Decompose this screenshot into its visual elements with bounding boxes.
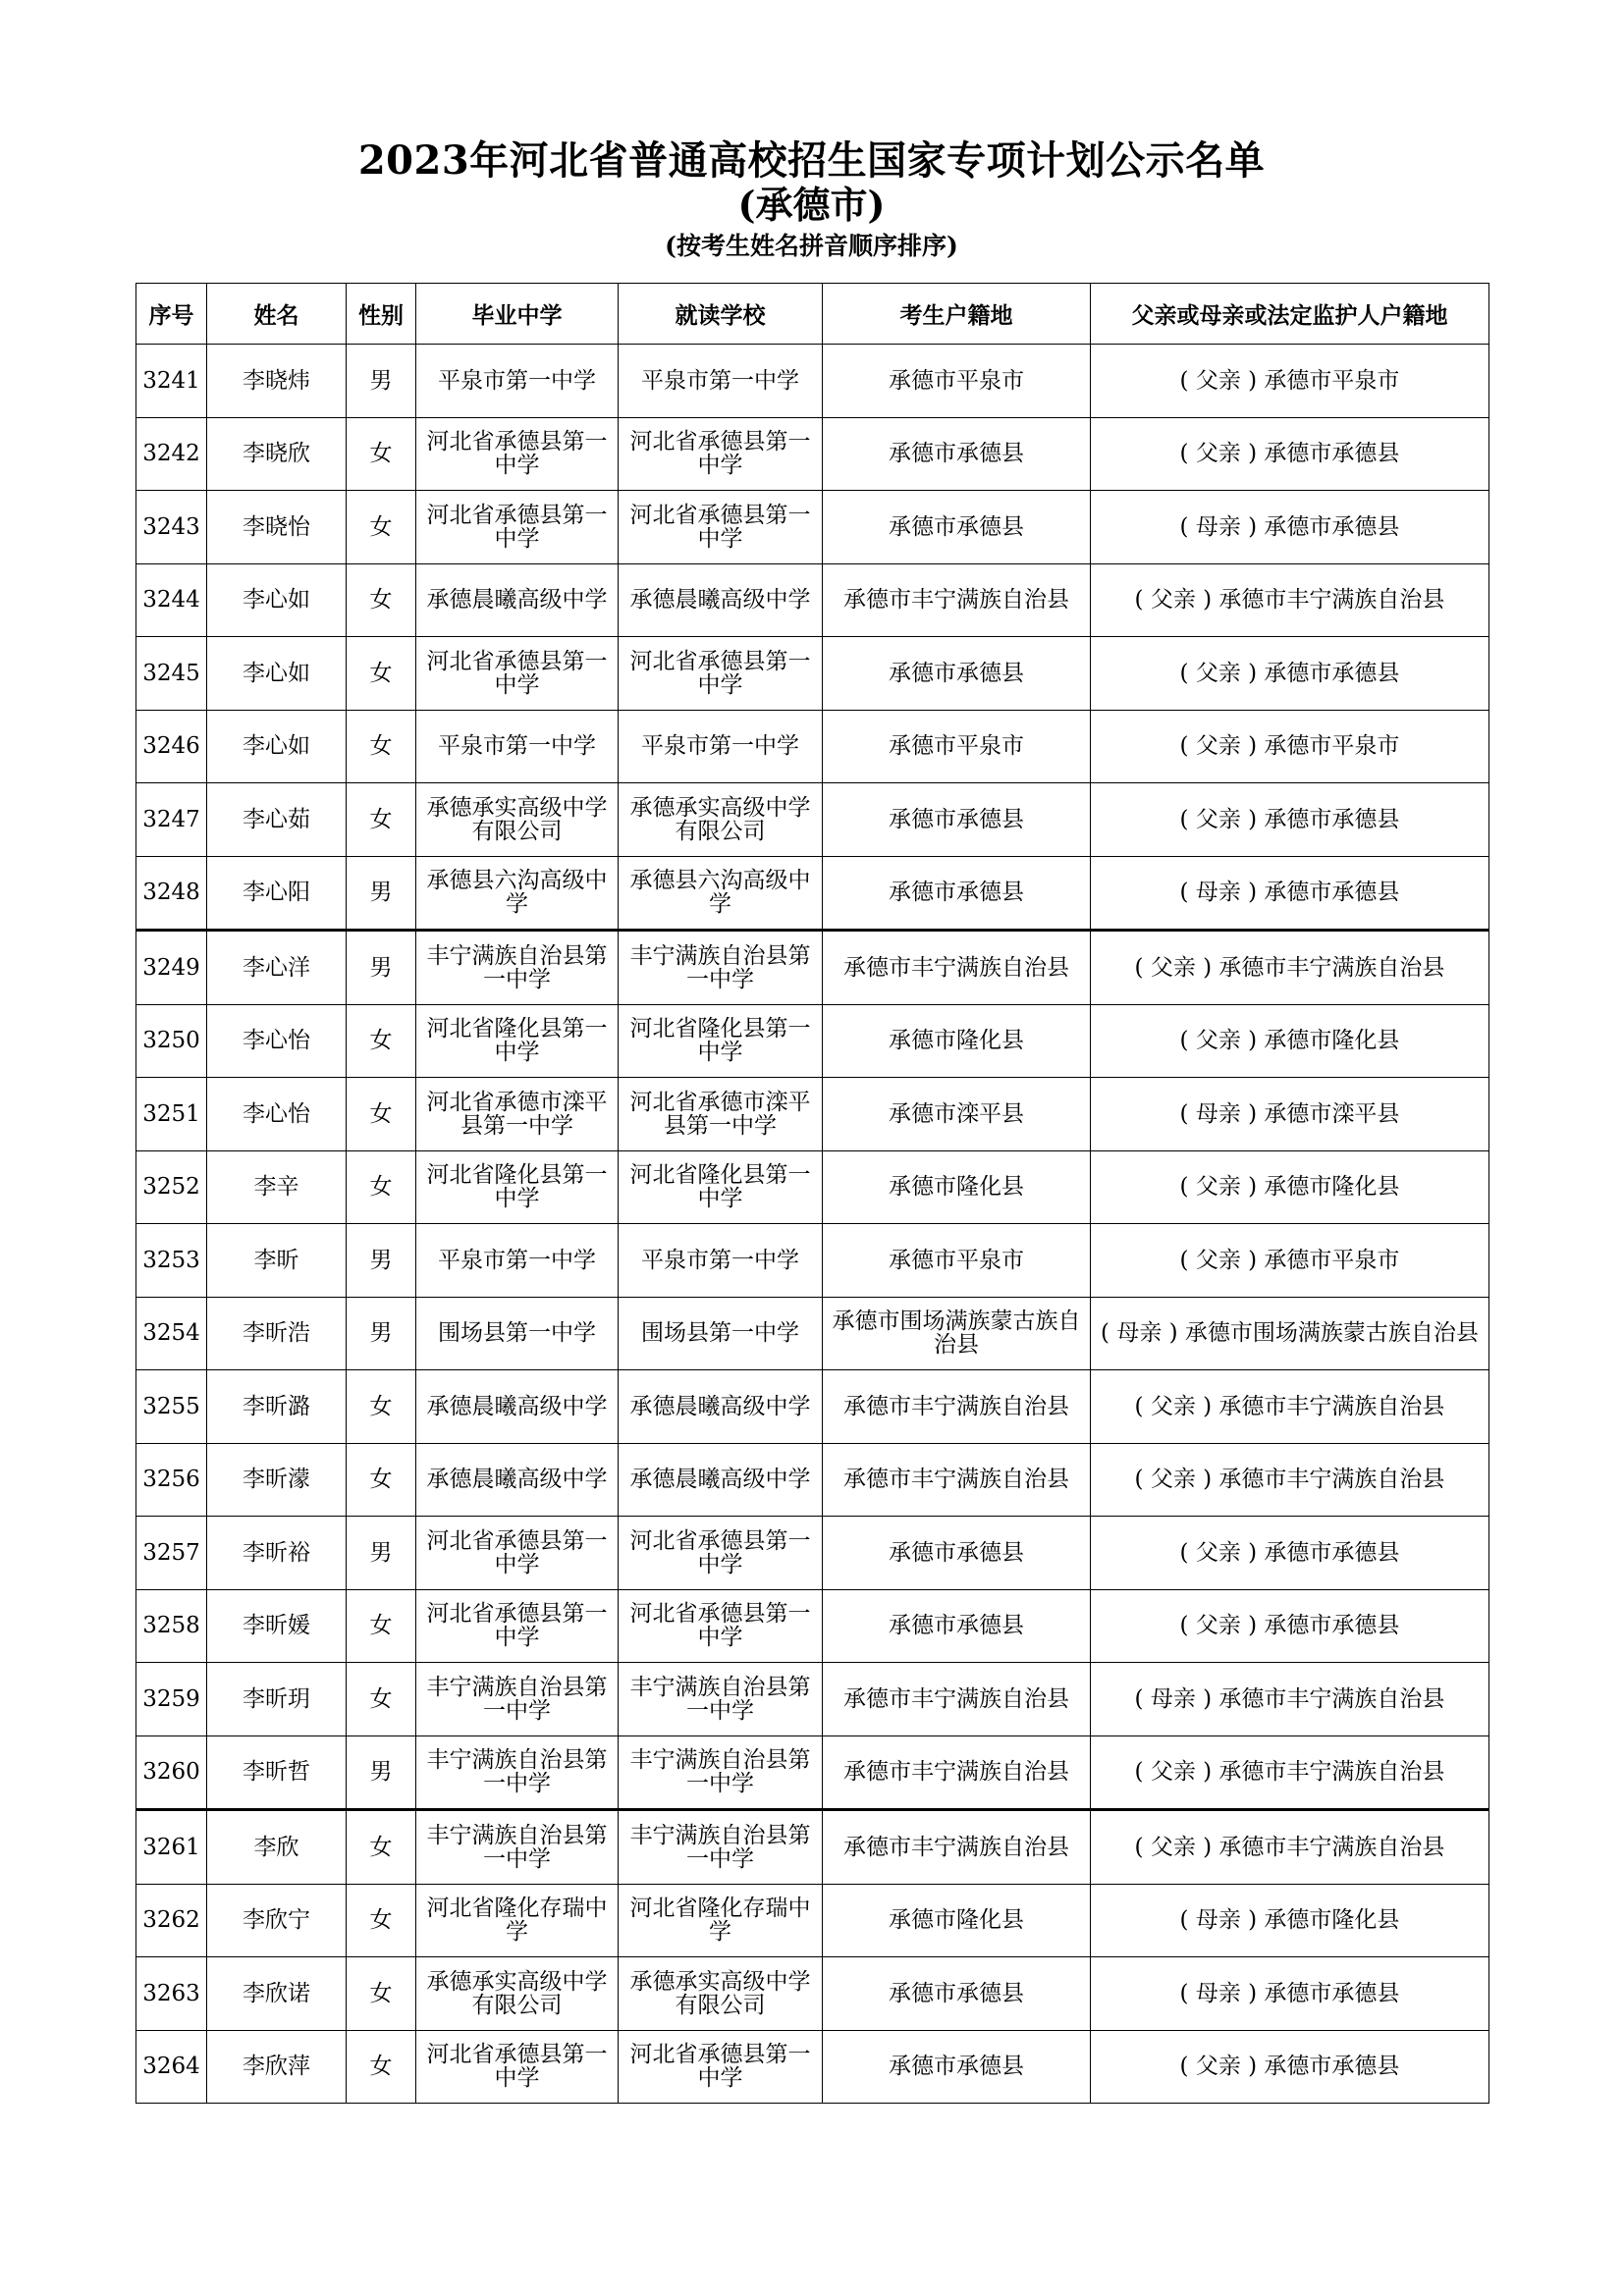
cell-graduation-school: 河北省隆化县第一中学 <box>416 1150 619 1224</box>
cell-student-residence: 承德市丰宁满族自治县 <box>823 1370 1091 1444</box>
cell-index: 3253 <box>136 1224 207 1298</box>
cell-student-residence: 承德市丰宁满族自治县 <box>823 1663 1091 1736</box>
cell-index: 3264 <box>136 2030 207 2104</box>
table-row <box>136 1297 1489 1370</box>
cell-gender: 女 <box>347 2030 416 2104</box>
cell-guardian-residence: ( 父亲 ) 承德市承德县 <box>1091 783 1489 857</box>
cell-name: 李欣诺 <box>207 1957 347 2031</box>
cell-name: 李心怡 <box>207 1004 347 1078</box>
cell-guardian-residence: ( 父亲 ) 承德市丰宁满族自治县 <box>1091 1370 1489 1444</box>
cell-index: 3243 <box>136 491 207 564</box>
cell-gender: 男 <box>347 931 416 1005</box>
cell-index: 3257 <box>136 1517 207 1590</box>
cell-graduation-school: 平泉市第一中学 <box>416 1224 619 1298</box>
cell-gender: 女 <box>347 1589 416 1663</box>
cell-index: 3248 <box>136 856 207 931</box>
cell-current-school: 平泉市第一中学 <box>619 710 823 783</box>
cell-name: 李晓怡 <box>207 491 347 564</box>
cell-gender: 男 <box>347 1297 416 1370</box>
table-row <box>136 710 1489 783</box>
cell-gender: 男 <box>347 1224 416 1298</box>
cell-gender: 女 <box>347 1004 416 1078</box>
cell-current-school: 河北省隆化存瑞中学 <box>619 1884 823 1957</box>
cell-guardian-residence: ( 父亲 ) 承德市承德县 <box>1091 1589 1489 1663</box>
cell-graduation-school: 承德承实高级中学有限公司 <box>416 1957 619 2031</box>
cell-current-school: 承德县六沟高级中学 <box>619 856 823 931</box>
roster-body <box>136 345 1489 2104</box>
cell-guardian-residence: ( 母亲 ) 承德市隆化县 <box>1091 1884 1489 1957</box>
cell-current-school: 承德晨曦高级中学 <box>619 1370 823 1444</box>
cell-index: 3258 <box>136 1589 207 1663</box>
cell-guardian-residence: ( 母亲 ) 承德市承德县 <box>1091 1957 1489 2031</box>
cell-index: 3245 <box>136 637 207 711</box>
table-row <box>136 1735 1489 1810</box>
cell-index: 3255 <box>136 1370 207 1444</box>
cell-current-school: 河北省承德县第一中学 <box>619 637 823 711</box>
cell-gender: 女 <box>347 783 416 857</box>
cell-index: 3256 <box>136 1443 207 1517</box>
cell-student-residence: 承德市承德县 <box>823 1957 1091 2031</box>
cell-current-school: 承德承实高级中学有限公司 <box>619 783 823 857</box>
cell-graduation-school: 丰宁满族自治县第一中学 <box>416 1663 619 1736</box>
cell-student-residence: 承德市承德县 <box>823 491 1091 564</box>
cell-graduation-school: 丰宁满族自治县第一中学 <box>416 1810 619 1885</box>
column-header-current-school: 就读学校 <box>619 284 823 345</box>
cell-current-school: 丰宁满族自治县第一中学 <box>619 1663 823 1736</box>
cell-name: 李心阳 <box>207 856 347 931</box>
cell-guardian-residence: ( 父亲 ) 承德市丰宁满族自治县 <box>1091 1810 1489 1885</box>
table-row <box>136 1224 1489 1298</box>
cell-current-school: 承德晨曦高级中学 <box>619 563 823 637</box>
cell-index: 3244 <box>136 563 207 637</box>
cell-graduation-school: 平泉市第一中学 <box>416 345 619 418</box>
cell-name: 李昕濛 <box>207 1443 347 1517</box>
cell-gender: 女 <box>347 1370 416 1444</box>
cell-name: 李心如 <box>207 563 347 637</box>
cell-guardian-residence: ( 父亲 ) 承德市承德县 <box>1091 417 1489 491</box>
table-row <box>136 856 1489 931</box>
cell-current-school: 丰宁满族自治县第一中学 <box>619 931 823 1005</box>
cell-graduation-school: 河北省承德市滦平县第一中学 <box>416 1078 619 1151</box>
cell-graduation-school: 河北省承德县第一中学 <box>416 1589 619 1663</box>
table-row <box>136 345 1489 418</box>
cell-student-residence: 承德市丰宁满族自治县 <box>823 1443 1091 1517</box>
cell-current-school: 河北省承德县第一中学 <box>619 1517 823 1590</box>
cell-gender: 女 <box>347 1957 416 2031</box>
cell-name: 李昕浩 <box>207 1297 347 1370</box>
table-row <box>136 1443 1489 1517</box>
column-header-guardian-residence: 父亲或母亲或法定监护人户籍地 <box>1091 284 1489 345</box>
cell-student-residence: 承德市隆化县 <box>823 1884 1091 1957</box>
cell-student-residence: 承德市承德县 <box>823 1517 1091 1590</box>
cell-gender: 女 <box>347 1078 416 1151</box>
cell-current-school: 丰宁满族自治县第一中学 <box>619 1810 823 1885</box>
cell-graduation-school: 承德县六沟高级中学 <box>416 856 619 931</box>
cell-student-residence: 承德市滦平县 <box>823 1078 1091 1151</box>
page-title: 2023年河北省普通高校招生国家专项计划公示名单 <box>357 137 1266 184</box>
cell-name: 李心茹 <box>207 783 347 857</box>
cell-index: 3241 <box>136 345 207 418</box>
cell-index: 3249 <box>136 931 207 1005</box>
cell-guardian-residence: ( 父亲 ) 承德市丰宁满族自治县 <box>1091 931 1489 1005</box>
cell-index: 3250 <box>136 1004 207 1078</box>
cell-index: 3262 <box>136 1884 207 1957</box>
table-row <box>136 1004 1489 1078</box>
cell-name: 李晓欣 <box>207 417 347 491</box>
cell-student-residence: 承德市围场满族蒙古族自治县 <box>823 1297 1091 1370</box>
table-row <box>136 1957 1489 2031</box>
table-row <box>136 1150 1489 1224</box>
cell-guardian-residence: ( 父亲 ) 承德市平泉市 <box>1091 710 1489 783</box>
cell-name: 李欣萍 <box>207 2030 347 2104</box>
cell-guardian-residence: ( 母亲 ) 承德市围场满族蒙古族自治县 <box>1091 1297 1489 1370</box>
cell-graduation-school: 河北省承德县第一中学 <box>416 637 619 711</box>
cell-graduation-school: 河北省承德县第一中学 <box>416 417 619 491</box>
table-row <box>136 491 1489 564</box>
cell-index: 3252 <box>136 1150 207 1224</box>
table-row <box>136 1884 1489 1957</box>
cell-student-residence: 承德市承德县 <box>823 1589 1091 1663</box>
cell-guardian-residence: ( 父亲 ) 承德市丰宁满族自治县 <box>1091 1735 1489 1810</box>
cell-index: 3261 <box>136 1810 207 1885</box>
column-header-student-residence: 考生户籍地 <box>823 284 1091 345</box>
table-row <box>136 931 1489 1005</box>
table-row <box>136 1589 1489 1663</box>
cell-gender: 女 <box>347 1810 416 1885</box>
cell-gender: 女 <box>347 710 416 783</box>
cell-current-school: 河北省承德县第一中学 <box>619 1589 823 1663</box>
cell-student-residence: 承德市承德县 <box>823 417 1091 491</box>
cell-current-school: 丰宁满族自治县第一中学 <box>619 1735 823 1810</box>
cell-graduation-school: 丰宁满族自治县第一中学 <box>416 1735 619 1810</box>
cell-current-school: 河北省承德县第一中学 <box>619 2030 823 2104</box>
cell-gender: 女 <box>347 417 416 491</box>
cell-student-residence: 承德市丰宁满族自治县 <box>823 563 1091 637</box>
cell-gender: 女 <box>347 491 416 564</box>
cell-student-residence: 承德市承德县 <box>823 2030 1091 2104</box>
cell-guardian-residence: ( 父亲 ) 承德市承德县 <box>1091 637 1489 711</box>
cell-student-residence: 承德市平泉市 <box>823 1224 1091 1298</box>
cell-current-school: 河北省隆化县第一中学 <box>619 1004 823 1078</box>
cell-current-school: 围场县第一中学 <box>619 1297 823 1370</box>
table-row <box>136 783 1489 857</box>
cell-gender: 男 <box>347 1517 416 1590</box>
cell-guardian-residence: ( 母亲 ) 承德市丰宁满族自治县 <box>1091 1663 1489 1736</box>
cell-graduation-school: 河北省隆化存瑞中学 <box>416 1884 619 1957</box>
cell-gender: 男 <box>347 1735 416 1810</box>
cell-current-school: 平泉市第一中学 <box>619 1224 823 1298</box>
cell-name: 李昕媛 <box>207 1589 347 1663</box>
column-header-index: 序号 <box>136 284 207 345</box>
table-row <box>136 417 1489 491</box>
cell-name: 李欣宁 <box>207 1884 347 1957</box>
cell-graduation-school: 平泉市第一中学 <box>416 710 619 783</box>
cell-gender: 女 <box>347 637 416 711</box>
table-row <box>136 1370 1489 1444</box>
cell-guardian-residence: ( 母亲 ) 承德市承德县 <box>1091 856 1489 931</box>
cell-current-school: 承德承实高级中学有限公司 <box>619 1957 823 2031</box>
cell-name: 李心洋 <box>207 931 347 1005</box>
cell-gender: 男 <box>347 856 416 931</box>
cell-name: 李心怡 <box>207 1078 347 1151</box>
cell-student-residence: 承德市承德县 <box>823 856 1091 931</box>
cell-current-school: 平泉市第一中学 <box>619 345 823 418</box>
cell-student-residence: 承德市平泉市 <box>823 345 1091 418</box>
cell-name: 李昕潞 <box>207 1370 347 1444</box>
cell-guardian-residence: ( 父亲 ) 承德市平泉市 <box>1091 1224 1489 1298</box>
column-header-name: 姓名 <box>207 284 347 345</box>
header-row <box>136 284 1489 345</box>
cell-student-residence: 承德市隆化县 <box>823 1004 1091 1078</box>
cell-student-residence: 承德市平泉市 <box>823 710 1091 783</box>
cell-name: 李欣 <box>207 1810 347 1885</box>
cell-student-residence: 承德市承德县 <box>823 783 1091 857</box>
cell-current-school: 河北省承德市滦平县第一中学 <box>619 1078 823 1151</box>
cell-guardian-residence: ( 父亲 ) 承德市丰宁满族自治县 <box>1091 1443 1489 1517</box>
cell-name: 李昕哲 <box>207 1735 347 1810</box>
table-row <box>136 2030 1489 2104</box>
cell-name: 李心如 <box>207 637 347 711</box>
cell-gender: 女 <box>347 1663 416 1736</box>
cell-index: 3260 <box>136 1735 207 1810</box>
cell-gender: 女 <box>347 1443 416 1517</box>
cell-name: 李昕玥 <box>207 1663 347 1736</box>
cell-student-residence: 承德市丰宁满族自治县 <box>823 1810 1091 1885</box>
cell-graduation-school: 承德承实高级中学有限公司 <box>416 783 619 857</box>
cell-student-residence: 承德市丰宁满族自治县 <box>823 931 1091 1005</box>
cell-gender: 女 <box>347 1884 416 1957</box>
cell-gender: 女 <box>347 1150 416 1224</box>
table-row <box>136 1663 1489 1736</box>
cell-graduation-school: 承德晨曦高级中学 <box>416 563 619 637</box>
page-subtitle: (承德市) <box>737 183 886 227</box>
cell-graduation-school: 河北省承德县第一中学 <box>416 2030 619 2104</box>
cell-guardian-residence: ( 父亲 ) 承德市承德县 <box>1091 2030 1489 2104</box>
cell-guardian-residence: ( 父亲 ) 承德市隆化县 <box>1091 1150 1489 1224</box>
table-row <box>136 1810 1489 1885</box>
cell-name: 李心如 <box>207 710 347 783</box>
cell-name: 李辛 <box>207 1150 347 1224</box>
cell-current-school: 承德晨曦高级中学 <box>619 1443 823 1517</box>
cell-guardian-residence: ( 父亲 ) 承德市隆化县 <box>1091 1004 1489 1078</box>
cell-index: 3242 <box>136 417 207 491</box>
cell-current-school: 河北省承德县第一中学 <box>619 417 823 491</box>
cell-guardian-residence: ( 母亲 ) 承德市承德县 <box>1091 491 1489 564</box>
cell-name: 李昕裕 <box>207 1517 347 1590</box>
cell-index: 3247 <box>136 783 207 857</box>
roster-table <box>135 283 1489 2104</box>
cell-graduation-school: 承德晨曦高级中学 <box>416 1370 619 1444</box>
cell-gender: 女 <box>347 563 416 637</box>
table-row <box>136 563 1489 637</box>
cell-student-residence: 承德市丰宁满族自治县 <box>823 1735 1091 1810</box>
table-row <box>136 1078 1489 1151</box>
cell-guardian-residence: ( 父亲 ) 承德市丰宁满族自治县 <box>1091 563 1489 637</box>
cell-graduation-school: 承德晨曦高级中学 <box>416 1443 619 1517</box>
cell-gender: 男 <box>347 345 416 418</box>
cell-guardian-residence: ( 父亲 ) 承德市承德县 <box>1091 1517 1489 1590</box>
column-header-gender: 性别 <box>347 284 416 345</box>
cell-name: 李晓炜 <box>207 345 347 418</box>
sort-note: (按考生姓名拼音顺序排序) <box>665 232 958 260</box>
column-header-graduation-school: 毕业中学 <box>416 284 619 345</box>
table-row <box>136 637 1489 711</box>
cell-graduation-school: 丰宁满族自治县第一中学 <box>416 931 619 1005</box>
table-row <box>136 1517 1489 1590</box>
cell-guardian-residence: ( 父亲 ) 承德市平泉市 <box>1091 345 1489 418</box>
cell-student-residence: 承德市隆化县 <box>823 1150 1091 1224</box>
cell-index: 3259 <box>136 1663 207 1736</box>
cell-index: 3263 <box>136 1957 207 2031</box>
cell-graduation-school: 河北省承德县第一中学 <box>416 1517 619 1590</box>
cell-graduation-school: 河北省隆化县第一中学 <box>416 1004 619 1078</box>
cell-graduation-school: 河北省承德县第一中学 <box>416 491 619 564</box>
cell-current-school: 河北省承德县第一中学 <box>619 491 823 564</box>
cell-index: 3251 <box>136 1078 207 1151</box>
cell-graduation-school: 围场县第一中学 <box>416 1297 619 1370</box>
cell-guardian-residence: ( 母亲 ) 承德市滦平县 <box>1091 1078 1489 1151</box>
cell-index: 3246 <box>136 710 207 783</box>
cell-current-school: 河北省隆化县第一中学 <box>619 1150 823 1224</box>
cell-name: 李昕 <box>207 1224 347 1298</box>
cell-student-residence: 承德市承德县 <box>823 637 1091 711</box>
cell-index: 3254 <box>136 1297 207 1370</box>
